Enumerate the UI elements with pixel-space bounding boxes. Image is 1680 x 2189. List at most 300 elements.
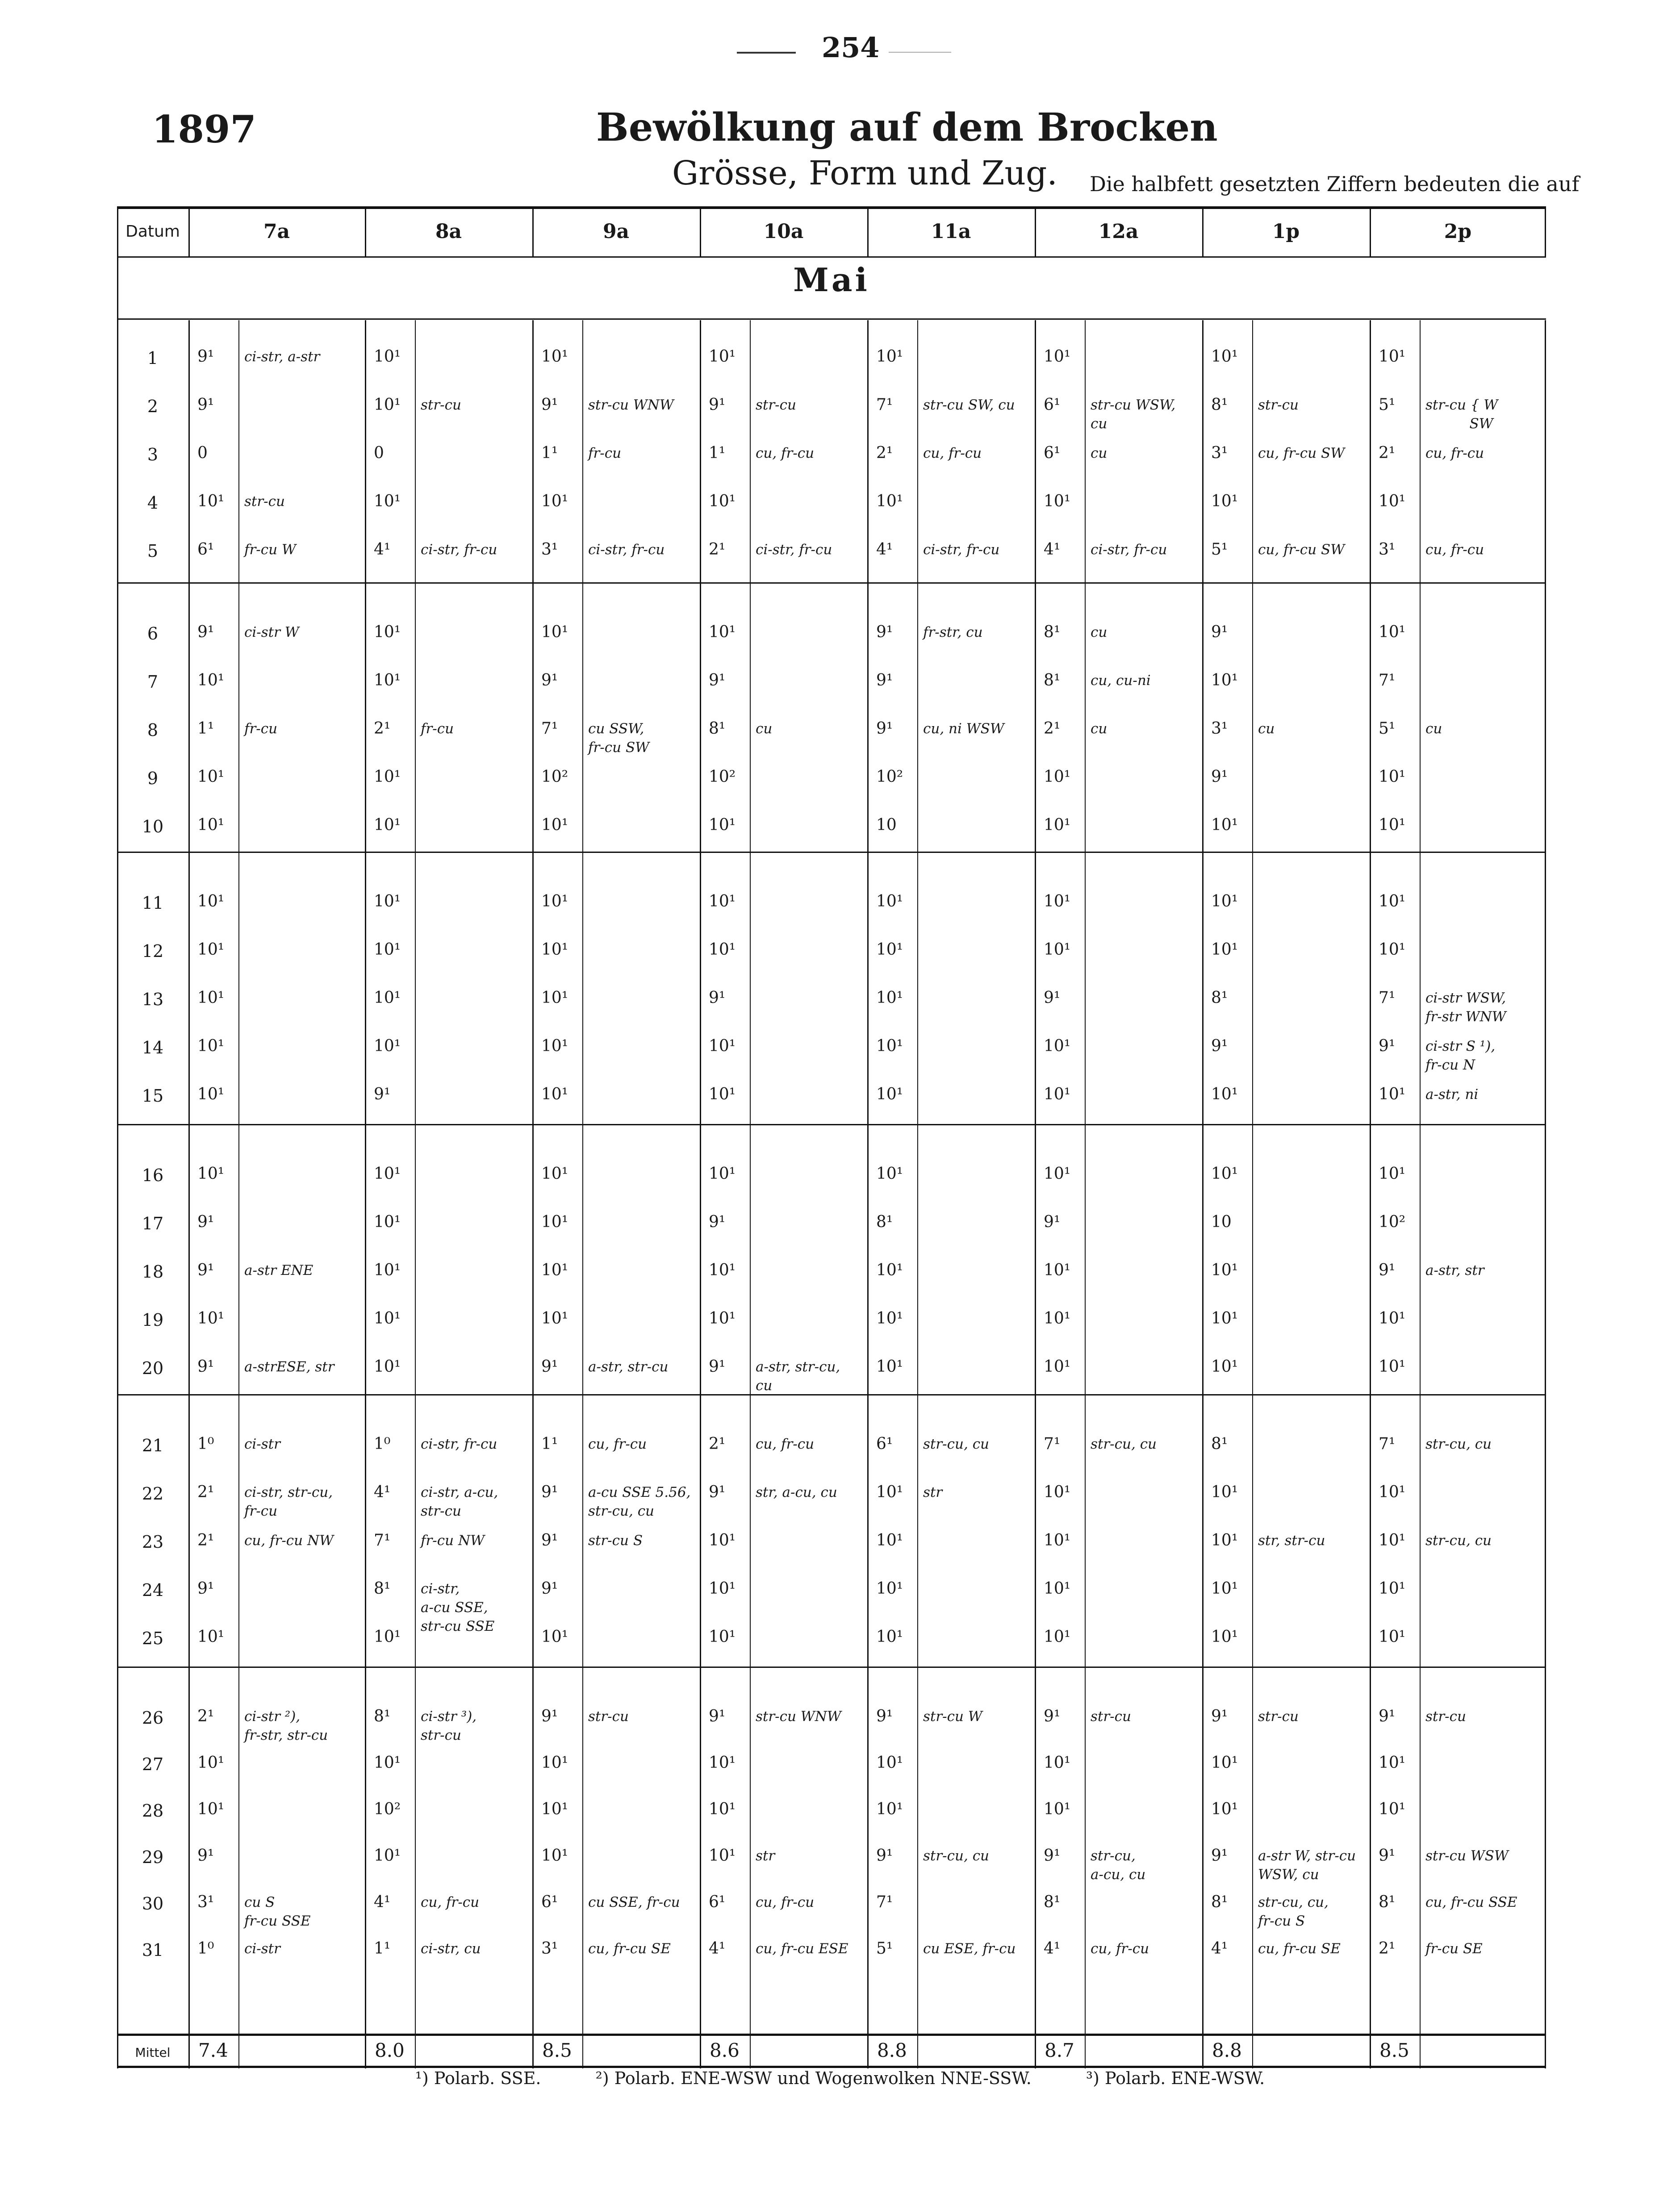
cloud-form: str-cu <box>588 1709 629 1725</box>
cloud-amount: 10¹ <box>1211 816 1238 834</box>
cloud-amount: 10¹ <box>374 1037 401 1055</box>
cloud-form: ci-str, fr-cu <box>588 542 665 558</box>
cloud-form: str-cu <box>1258 1709 1299 1725</box>
cloud-amount: 10¹ <box>1379 1628 1406 1646</box>
cloud-amount: 8¹ <box>1211 989 1228 1007</box>
cloud-amount: 10 <box>1211 1213 1232 1231</box>
cloud-amount: 8¹ <box>1044 1893 1061 1911</box>
cloud-form: cu <box>1091 445 1107 461</box>
cloud-amount: 9¹ <box>1379 1261 1396 1279</box>
cloud-amount: 10¹ <box>1211 1165 1238 1183</box>
cloud-form: cu, fr-cu <box>1091 1941 1149 1957</box>
cloud-amount: 7¹ <box>541 719 558 738</box>
cloud-amount: 10¹ <box>1379 1085 1406 1103</box>
cloud-form: str-cu, a-cu, cu <box>1091 1848 1146 1883</box>
cloud-amount: 10¹ <box>197 671 225 689</box>
cloud-amount: 2¹ <box>1379 1939 1396 1958</box>
column-header-time: 12a <box>1098 220 1139 243</box>
cloud-amount: 10¹ <box>876 1358 903 1376</box>
day-number: 31 <box>142 1940 164 1960</box>
cloud-amount: 10¹ <box>709 1261 736 1279</box>
cloud-form: cu, ni WSW <box>923 721 1004 737</box>
cloud-amount: 10¹ <box>374 892 401 911</box>
cloud-amount: 8¹ <box>1379 1893 1396 1911</box>
cloud-form: str-cu S <box>588 1533 643 1549</box>
cloud-amount: 10¹ <box>541 623 568 641</box>
cloud-amount: 10¹ <box>1044 347 1071 366</box>
cloud-amount: 10¹ <box>1044 1037 1071 1055</box>
cloud-form: fr-cu <box>421 721 454 737</box>
cloud-amount: 9¹ <box>197 1846 214 1865</box>
cloud-amount: 8¹ <box>1211 1893 1228 1911</box>
cloud-amount: 2¹ <box>709 1435 726 1453</box>
cloud-amount: 10¹ <box>1211 1309 1238 1328</box>
day-number: 17 <box>142 1214 164 1233</box>
cloud-form: cu, fr-cu SSE <box>1425 1894 1517 1910</box>
day-number: 22 <box>142 1484 164 1504</box>
cloud-amount: 10¹ <box>709 940 736 959</box>
cloud-form: str-cu, cu <box>1091 1436 1157 1452</box>
cloud-amount: 10¹ <box>1211 1261 1238 1279</box>
cloud-amount: 10¹ <box>541 989 568 1007</box>
cloud-amount: 9¹ <box>541 1358 558 1376</box>
page-subtitle: Grösse, Form und Zug. <box>672 154 1057 192</box>
cloud-form: cu <box>1091 721 1107 737</box>
cloud-form: str, str-cu <box>1258 1533 1325 1549</box>
cloud-form: cu, fr-cu SW <box>1258 445 1345 461</box>
cloud-amount: 10¹ <box>541 892 568 911</box>
cloud-amount: 2¹ <box>876 444 893 462</box>
cloud-amount: 9¹ <box>709 989 726 1007</box>
cloud-amount: 1¹ <box>374 1939 391 1958</box>
day-number: 5 <box>147 541 159 561</box>
day-number: 27 <box>142 1755 164 1774</box>
cloud-amount: 10¹ <box>876 1037 903 1055</box>
cloud-amount: 4¹ <box>374 1483 391 1501</box>
cloud-amount: 10¹ <box>541 1213 568 1231</box>
cloud-amount: 6¹ <box>1044 444 1061 462</box>
cloud-amount: 10¹ <box>197 492 225 510</box>
cloud-amount: 6¹ <box>1044 396 1061 414</box>
col-rule <box>188 320 190 2068</box>
cloud-form: cu, fr-cu <box>756 445 815 461</box>
cloud-amount: 10¹ <box>374 492 401 510</box>
cloud-amount: 10¹ <box>1044 816 1071 834</box>
cloud-form: cu SSE, fr-cu <box>588 1894 680 1910</box>
cloud-amount: 10¹ <box>197 1085 225 1103</box>
cloud-form: fr-cu <box>244 721 278 737</box>
cloud-form: cu, fr-cu <box>588 1436 647 1452</box>
cloud-amount: 7¹ <box>1379 989 1396 1007</box>
cloud-form: cu, fr-cu <box>756 1894 815 1910</box>
cloud-amount: 2¹ <box>1379 444 1396 462</box>
cloud-amount: 10¹ <box>709 492 736 510</box>
cloud-form: cu, fr-cu <box>421 1894 480 1910</box>
cloud-amount: 0 <box>374 444 384 462</box>
cloud-amount: 9¹ <box>709 671 726 689</box>
col-rule <box>1370 320 1371 2068</box>
cloud-form: ci-str, str-cu, fr-cu <box>244 1484 333 1519</box>
cloud-amount: 4¹ <box>1044 540 1061 559</box>
cloud-amount: 7¹ <box>876 1893 893 1911</box>
column-header-time: 7a <box>263 220 290 243</box>
cloud-amount: 1¹ <box>541 444 558 462</box>
cloud-form: str-cu <box>244 493 285 510</box>
cloud-table <box>117 206 1546 2068</box>
cloud-form: str-cu <box>1425 1709 1466 1725</box>
cloud-amount: 8¹ <box>1044 623 1061 641</box>
cloud-amount: 10¹ <box>197 989 225 1007</box>
cloud-amount: 9¹ <box>709 396 726 414</box>
cloud-amount: 9¹ <box>1211 768 1228 786</box>
cloud-amount: 10¹ <box>374 940 401 959</box>
column-header-time: 9a <box>602 220 630 243</box>
cloud-form: ci-str <box>244 1436 280 1452</box>
cloud-amount: 10² <box>541 768 568 786</box>
cloud-amount: 10¹ <box>876 1483 903 1501</box>
cloud-amount: 10¹ <box>876 1579 903 1598</box>
cloud-amount: 10¹ <box>1044 1531 1071 1550</box>
cloud-amount: 10¹ <box>1211 347 1238 366</box>
cloud-amount: 10¹ <box>541 1261 568 1279</box>
group-rule <box>117 1124 1546 1125</box>
cloud-amount: 10¹ <box>1211 671 1238 689</box>
cloud-amount: 9¹ <box>1211 1846 1228 1865</box>
cloud-amount: 9¹ <box>541 671 558 689</box>
cloud-form: cu <box>1425 721 1442 737</box>
footnote-3: ³) Polarb. ENE-WSW. <box>1086 2068 1265 2088</box>
col-rule <box>867 320 869 2068</box>
cloud-amount: 10¹ <box>1379 940 1406 959</box>
cloud-form: str-cu WNW <box>588 397 674 413</box>
cloud-amount: 4¹ <box>1044 1939 1061 1958</box>
column-header-time: 8a <box>435 220 462 243</box>
header-rule <box>117 256 1546 258</box>
cloud-form: fr-cu NW <box>421 1533 485 1549</box>
cloud-amount: 2¹ <box>197 1483 214 1501</box>
cloud-form: str-cu SW, cu <box>923 397 1015 413</box>
cloud-form: str, a-cu, cu <box>756 1484 837 1500</box>
cloud-form: cu, fr-cu SE <box>1258 1941 1341 1957</box>
cloud-amount: 10¹ <box>1044 892 1071 911</box>
cloud-amount: 10¹ <box>1379 1579 1406 1598</box>
sub-col-rule <box>582 320 583 2068</box>
group-rule <box>117 1667 1546 1668</box>
sub-col-rule <box>1420 320 1421 2068</box>
cloud-amount: 10¹ <box>876 940 903 959</box>
day-number: 30 <box>142 1894 164 1913</box>
cloud-amount: 9¹ <box>197 1261 214 1279</box>
day-number: 3 <box>147 445 159 464</box>
cloud-amount: 10¹ <box>876 347 903 366</box>
cloud-form: str-cu WSW <box>1425 1848 1509 1864</box>
mittel-value: 8.6 <box>710 2039 740 2061</box>
cloud-amount: 10¹ <box>1044 1628 1071 1646</box>
cloud-amount: 10¹ <box>1211 492 1238 510</box>
sub-col-rule <box>238 320 239 2068</box>
cloud-amount: 1⁰ <box>197 1939 214 1958</box>
cloud-amount: 10¹ <box>197 1754 225 1772</box>
cloud-amount: 9¹ <box>1044 1846 1061 1865</box>
day-number: 21 <box>142 1436 164 1455</box>
cloud-amount: 8¹ <box>374 1707 391 1725</box>
cloud-amount: 1¹ <box>541 1435 558 1453</box>
day-number: 2 <box>147 397 159 416</box>
cloud-form: str-cu <box>1258 397 1299 413</box>
cloud-form: cu, fr-cu ESE <box>756 1941 848 1957</box>
sub-col-rule <box>917 320 918 2068</box>
cloud-amount: 7¹ <box>1379 1435 1396 1453</box>
cloud-amount: 1⁰ <box>374 1435 391 1453</box>
cloud-amount: 10¹ <box>1211 940 1238 959</box>
cloud-amount: 10¹ <box>374 347 401 366</box>
cloud-form: ci-str ³), str-cu <box>421 1709 477 1743</box>
cloud-form: fr-str, cu <box>923 624 983 640</box>
cloud-amount: 10¹ <box>374 671 401 689</box>
cloud-form: ci-str, fr-cu <box>1091 542 1167 558</box>
cloud-amount: 10¹ <box>876 1800 903 1818</box>
cloud-amount: 9¹ <box>709 1483 726 1501</box>
cloud-amount: 10¹ <box>541 347 568 366</box>
cloud-amount: 10¹ <box>1379 892 1406 911</box>
cloud-amount: 7¹ <box>876 396 893 414</box>
cloud-amount: 10¹ <box>374 989 401 1007</box>
cloud-amount: 9¹ <box>1379 1707 1396 1725</box>
mittel-label: Mittel <box>135 2045 171 2060</box>
cloud-form: cu, fr-cu <box>1425 542 1484 558</box>
header-note: Die halbfett gesetzten Ziffern bedeuten die auf <box>1090 172 1580 196</box>
cloud-amount: 10¹ <box>1211 1358 1238 1376</box>
cloud-form: cu, fr-cu SW <box>1258 542 1345 558</box>
cloud-amount: 8¹ <box>374 1579 391 1598</box>
cloud-amount: 4¹ <box>876 540 893 559</box>
mittel-value: 8.8 <box>877 2039 907 2061</box>
cloud-amount: 9¹ <box>876 623 893 641</box>
cloud-amount: 8¹ <box>876 1213 893 1231</box>
cloud-amount: 0 <box>197 444 208 462</box>
sub-col-rule <box>1085 320 1086 2068</box>
cloud-amount: 10¹ <box>1044 1309 1071 1328</box>
cloud-form: ci-str, fr-cu <box>421 542 497 558</box>
cloud-form: str-cu WNW <box>756 1709 841 1725</box>
cloud-amount: 10¹ <box>1044 1085 1071 1103</box>
day-number: 16 <box>142 1166 164 1185</box>
cloud-amount: 10¹ <box>374 1261 401 1279</box>
cloud-amount: 3¹ <box>541 1939 558 1958</box>
month-heading: Mai <box>793 261 870 299</box>
cloud-amount: 10¹ <box>709 1037 736 1055</box>
cloud-amount: 10¹ <box>1044 1800 1071 1818</box>
cloud-amount: 9¹ <box>197 1358 214 1376</box>
day-number: 4 <box>147 493 159 513</box>
cloud-amount: 10¹ <box>876 1165 903 1183</box>
cloud-amount: 9¹ <box>541 1579 558 1598</box>
cloud-amount: 10¹ <box>1211 1754 1238 1772</box>
cloud-form: cu, fr-cu NW <box>244 1533 334 1549</box>
cloud-amount: 10¹ <box>197 1309 225 1328</box>
cloud-form: cu, fr-cu <box>756 1436 815 1452</box>
cloud-amount: 10¹ <box>541 1037 568 1055</box>
column-header-time: 1p <box>1272 220 1300 243</box>
cloud-amount: 10¹ <box>709 347 736 366</box>
cloud-amount: 10¹ <box>374 1628 401 1646</box>
day-number: 9 <box>147 769 159 788</box>
cloud-amount: 10¹ <box>541 1085 568 1103</box>
cloud-amount: 9¹ <box>197 1213 214 1231</box>
cloud-form: cu, fr-cu <box>1425 445 1484 461</box>
cloud-form: cu <box>756 721 773 737</box>
cloud-form: str-cu { W SW <box>1425 397 1498 432</box>
day-number: 26 <box>142 1708 164 1728</box>
cloud-amount: 10¹ <box>1379 492 1406 510</box>
cloud-amount: 10¹ <box>1379 1531 1406 1550</box>
cloud-amount: 10¹ <box>1379 1358 1406 1376</box>
cloud-form: a-cu SSE 5.56, str-cu, cu <box>588 1484 691 1519</box>
cloud-amount: 4¹ <box>374 1893 391 1911</box>
col-rule <box>1035 320 1036 2068</box>
cloud-amount: 10² <box>876 768 903 786</box>
cloud-form: ci-str, a-cu, str-cu <box>421 1484 498 1519</box>
cloud-amount: 10¹ <box>1211 1800 1238 1818</box>
cloud-form: cu ESE, fr-cu <box>923 1941 1016 1957</box>
col-rule <box>532 320 534 2068</box>
cloud-amount: 10¹ <box>709 1800 736 1818</box>
cloud-amount: 10¹ <box>541 1165 568 1183</box>
day-number: 14 <box>142 1038 164 1057</box>
cloud-amount: 4¹ <box>1211 1939 1228 1958</box>
day-number: 1 <box>147 348 159 368</box>
cloud-amount: 10¹ <box>374 1309 401 1328</box>
cloud-form: str <box>923 1484 943 1500</box>
cloud-amount: 10¹ <box>1044 1165 1071 1183</box>
cloud-amount: 10¹ <box>1044 940 1071 959</box>
cloud-amount: 10 <box>876 816 897 834</box>
cloud-amount: 3¹ <box>1211 444 1228 462</box>
cloud-amount: 6¹ <box>709 1893 726 1911</box>
cloud-amount: 9¹ <box>1044 1707 1061 1725</box>
cloud-amount: 10¹ <box>374 623 401 641</box>
cloud-amount: 10¹ <box>1211 1579 1238 1598</box>
cloud-amount: 10¹ <box>1044 1754 1071 1772</box>
cloud-amount: 5¹ <box>1211 540 1228 559</box>
cloud-amount: 8¹ <box>709 719 726 738</box>
cloud-form: str-cu, cu <box>923 1436 990 1452</box>
mittel-rule <box>117 2034 1546 2036</box>
cloud-amount: 10¹ <box>1044 1261 1071 1279</box>
cloud-amount: 10¹ <box>876 989 903 1007</box>
cloud-amount: 10¹ <box>1379 1800 1406 1818</box>
cloud-amount: 9¹ <box>1044 989 1061 1007</box>
cloud-form: a-str W, str-cu WSW, cu <box>1258 1848 1356 1883</box>
cloud-amount: 10¹ <box>374 816 401 834</box>
mittel-value: 8.5 <box>542 2039 572 2061</box>
cloud-form: ci-str <box>244 1941 280 1957</box>
cloud-form: fr-cu W <box>244 542 296 558</box>
cloud-amount: 10¹ <box>1044 492 1071 510</box>
cloud-amount: 10¹ <box>374 396 401 414</box>
right-col-rule <box>1545 320 1546 2068</box>
day-number: 25 <box>142 1629 164 1648</box>
cloud-amount: 10¹ <box>541 1309 568 1328</box>
cloud-amount: 9¹ <box>541 1531 558 1550</box>
table-left-border <box>117 206 118 2068</box>
cloud-amount: 10¹ <box>876 1309 903 1328</box>
cloud-amount: 9¹ <box>1379 1846 1396 1865</box>
cloud-amount: 10¹ <box>1379 1165 1406 1183</box>
cloud-amount: 10¹ <box>1379 768 1406 786</box>
cloud-form: str <box>756 1848 775 1864</box>
cloud-amount: 10¹ <box>709 1846 736 1865</box>
group-rule <box>117 852 1546 853</box>
cloud-amount: 2¹ <box>709 540 726 559</box>
cloud-form: fr-cu <box>588 445 622 461</box>
cloud-form: cu S fr-cu SSE <box>244 1894 311 1929</box>
cloud-amount: 10¹ <box>197 1628 225 1646</box>
cloud-form: ci-str, fr-cu <box>923 542 1000 558</box>
cloud-amount: 8¹ <box>1044 671 1061 689</box>
day-number: 11 <box>142 893 164 913</box>
cloud-form: str-cu, cu <box>1425 1533 1492 1549</box>
column-header-time: 11a <box>931 220 971 243</box>
cloud-amount: 10¹ <box>876 1085 903 1103</box>
footnote-1: ¹) Polarb. SSE. <box>415 2068 541 2088</box>
cloud-form: a-str, str-cu <box>588 1359 669 1375</box>
cloud-form: ci-str ²), fr-str, str-cu <box>244 1709 328 1743</box>
cloud-amount: 7¹ <box>374 1531 391 1550</box>
cloud-amount: 6¹ <box>541 1893 558 1911</box>
cloud-amount: 10¹ <box>709 1579 736 1598</box>
cloud-amount: 3¹ <box>541 540 558 559</box>
mittel-value: 8.7 <box>1045 2039 1074 2061</box>
cloud-form: str-cu <box>756 397 796 413</box>
cloud-amount: 9¹ <box>1211 1707 1228 1725</box>
cloud-form: ci-str S ¹), fr-cu N <box>1425 1038 1496 1073</box>
cloud-amount: 9¹ <box>374 1085 391 1103</box>
cloud-amount: 10¹ <box>709 1628 736 1646</box>
cloud-amount: 9¹ <box>876 1846 893 1865</box>
cloud-amount: 10¹ <box>876 1754 903 1772</box>
sub-col-rule <box>1252 320 1253 2068</box>
cloud-form: a-strESE, str <box>244 1359 334 1375</box>
cloud-form: cu SSW, fr-cu SW <box>588 721 650 756</box>
cloud-amount: 10¹ <box>709 892 736 911</box>
cloud-amount: 5¹ <box>1379 396 1396 414</box>
cloud-amount: 10¹ <box>709 1165 736 1183</box>
month-rule <box>117 318 1546 320</box>
cloud-amount: 10¹ <box>374 1754 401 1772</box>
cloud-form: fr-cu SE <box>1425 1941 1483 1957</box>
day-number: 20 <box>142 1358 164 1378</box>
cloud-amount: 9¹ <box>197 1579 214 1598</box>
cloud-amount: 1¹ <box>709 444 726 462</box>
cloud-amount: 9¹ <box>876 719 893 738</box>
cloud-amount: 10¹ <box>197 940 225 959</box>
cloud-amount: 10¹ <box>374 1165 401 1183</box>
cloud-form: ci-str, fr-cu <box>421 1436 497 1452</box>
cloud-amount: 4¹ <box>709 1939 726 1958</box>
cloud-form: str-cu <box>1091 1709 1131 1725</box>
cloud-amount: 10¹ <box>709 1754 736 1772</box>
cloud-amount: 2¹ <box>197 1707 214 1725</box>
cloud-form: a-str, str-cu, cu <box>756 1359 840 1394</box>
cloud-form: a-str, ni <box>1425 1086 1479 1103</box>
cloud-amount: 9¹ <box>876 671 893 689</box>
mittel-value: 8.8 <box>1212 2039 1242 2061</box>
cloud-form: ci-str, fr-cu <box>756 542 832 558</box>
cloud-form: cu, fr-cu <box>923 445 982 461</box>
cloud-amount: 10¹ <box>541 492 568 510</box>
cloud-amount: 9¹ <box>197 396 214 414</box>
